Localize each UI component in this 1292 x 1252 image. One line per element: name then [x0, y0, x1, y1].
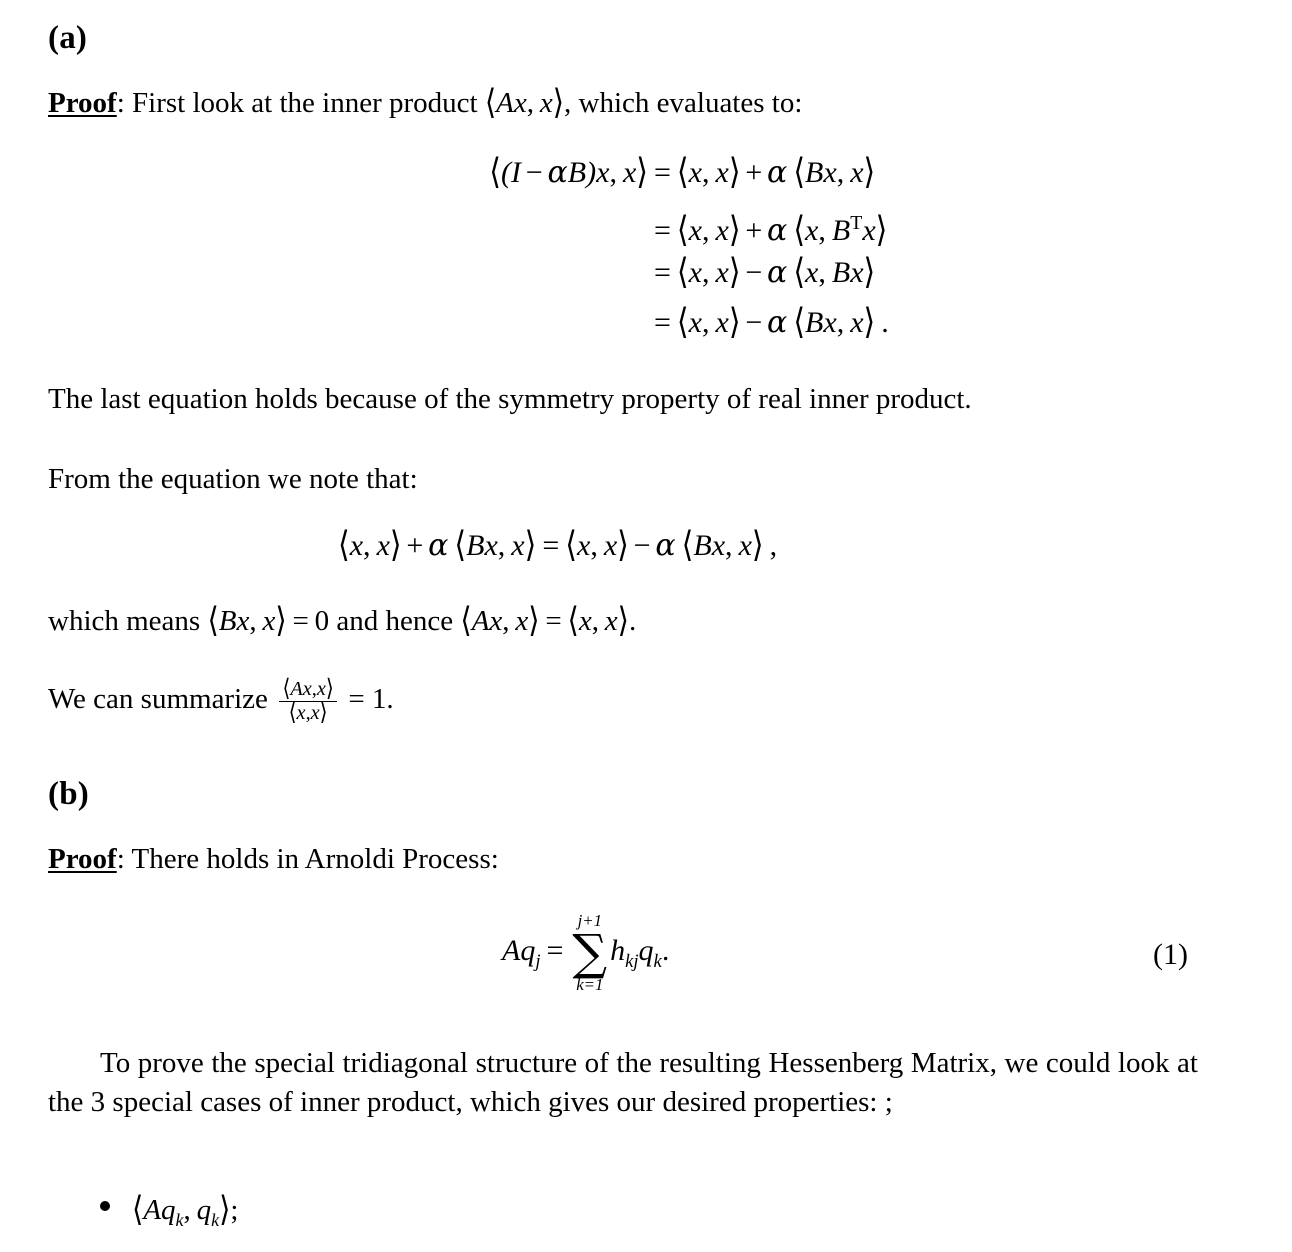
equation-line-1	[348, 148, 889, 198]
inner-product-Ax-x-equals: ⟨Ax, x⟩ = ⟨x, x⟩	[460, 602, 629, 640]
equation-number-1: (1)	[1153, 938, 1188, 971]
display-equation-1	[502, 912, 669, 994]
bullet-math-Aqk-qk: $⟨Aq_k$, $q_k⟩$;	[132, 1191, 239, 1230]
section-label-a: (a)	[48, 20, 88, 56]
fraction-numerator: ⟨Ax,x⟩	[282, 675, 334, 702]
paragraph-symmetry: The last equation holds because of the symmetry property of real inner product.	[48, 383, 972, 415]
proof-b-intro-suffix: : There holds in Arnoldi Process:	[116, 843, 499, 875]
proof-keyword-b: Proof	[48, 843, 117, 875]
equation-line-1-rhs: = ⟨x, x⟩ + α ⟨Bx, x⟩	[654, 152, 876, 192]
proof-a-intro	[48, 84, 1198, 123]
equation-line-4	[348, 298, 889, 348]
paragraph-summarize	[48, 675, 1198, 726]
paragraph-from-equation: From the equation we note that:	[48, 463, 418, 495]
proof-b-intro	[48, 840, 1198, 879]
summation-upper-limit: j+1	[577, 911, 602, 930]
proof-a-intro-suffix: , which evaluates to:	[564, 87, 803, 119]
proof-a-intro-prefix: : First look at the inner product	[116, 87, 485, 119]
bullet-icon	[100, 1201, 110, 1211]
summation-operator	[572, 912, 607, 994]
list-item	[100, 1192, 238, 1231]
rayleigh-quotient-fraction	[279, 675, 338, 726]
fraction-denominator: ⟨x,x⟩	[279, 701, 338, 725]
inner-product-Bx-x-zero: ⟨Bx, x⟩ = 0	[207, 602, 330, 640]
equation-1-relation: =	[546, 933, 564, 967]
equation-line-2	[348, 198, 889, 248]
summarize-prefix: We can summarize	[48, 683, 276, 716]
equation-line-3-rhs: = ⟨x, x⟩ − α ⟨x, Bx⟩	[654, 252, 876, 292]
paragraph-which-means: which means ⟨Bx, x⟩ = 0 and hence ⟨Ax, x⟩ = ⟨x, x⟩.	[48, 602, 637, 640]
equation-1-lhs: $Aq_j$	[502, 933, 541, 972]
equation-line-2-rhs: = ⟨x, x⟩ + α ⟨x, $B^Tx⟩$	[654, 210, 888, 250]
sigma-icon: ∑	[572, 924, 608, 981]
proof-keyword-a: Proof	[48, 87, 117, 119]
equation-line-4-rhs: = ⟨x, x⟩ − α ⟨Bx, x⟩ .	[654, 302, 889, 342]
section-label-b: (b)	[48, 776, 89, 812]
equation-line-1-lhs: ⟨(I − αB)x, x⟩	[489, 152, 648, 192]
display-equation-note: ⟨x, x⟩ + α ⟨Bx, x⟩ = ⟨x, x⟩ − α ⟨Bx, x⟩ ,	[338, 526, 778, 565]
paragraph-tridiagonal-text: To prove the special tridiagonal structure of the resulting Hessenberg Matrix, we could look at the 3 special cases of inner product, which gives our desired properties: ;	[48, 1047, 1198, 1118]
display-equation-group-a	[348, 148, 889, 348]
inner-product-Ax-x: ⟨Ax, x⟩	[484, 84, 565, 122]
paragraph-tridiagonal	[48, 1044, 1198, 1122]
summation-lower-limit: k=1	[576, 975, 604, 995]
equation-1-summand: $h_{kj}q_k$.	[610, 933, 670, 972]
equation-line-3	[348, 248, 889, 298]
summarize-suffix: = 1.	[341, 683, 394, 716]
